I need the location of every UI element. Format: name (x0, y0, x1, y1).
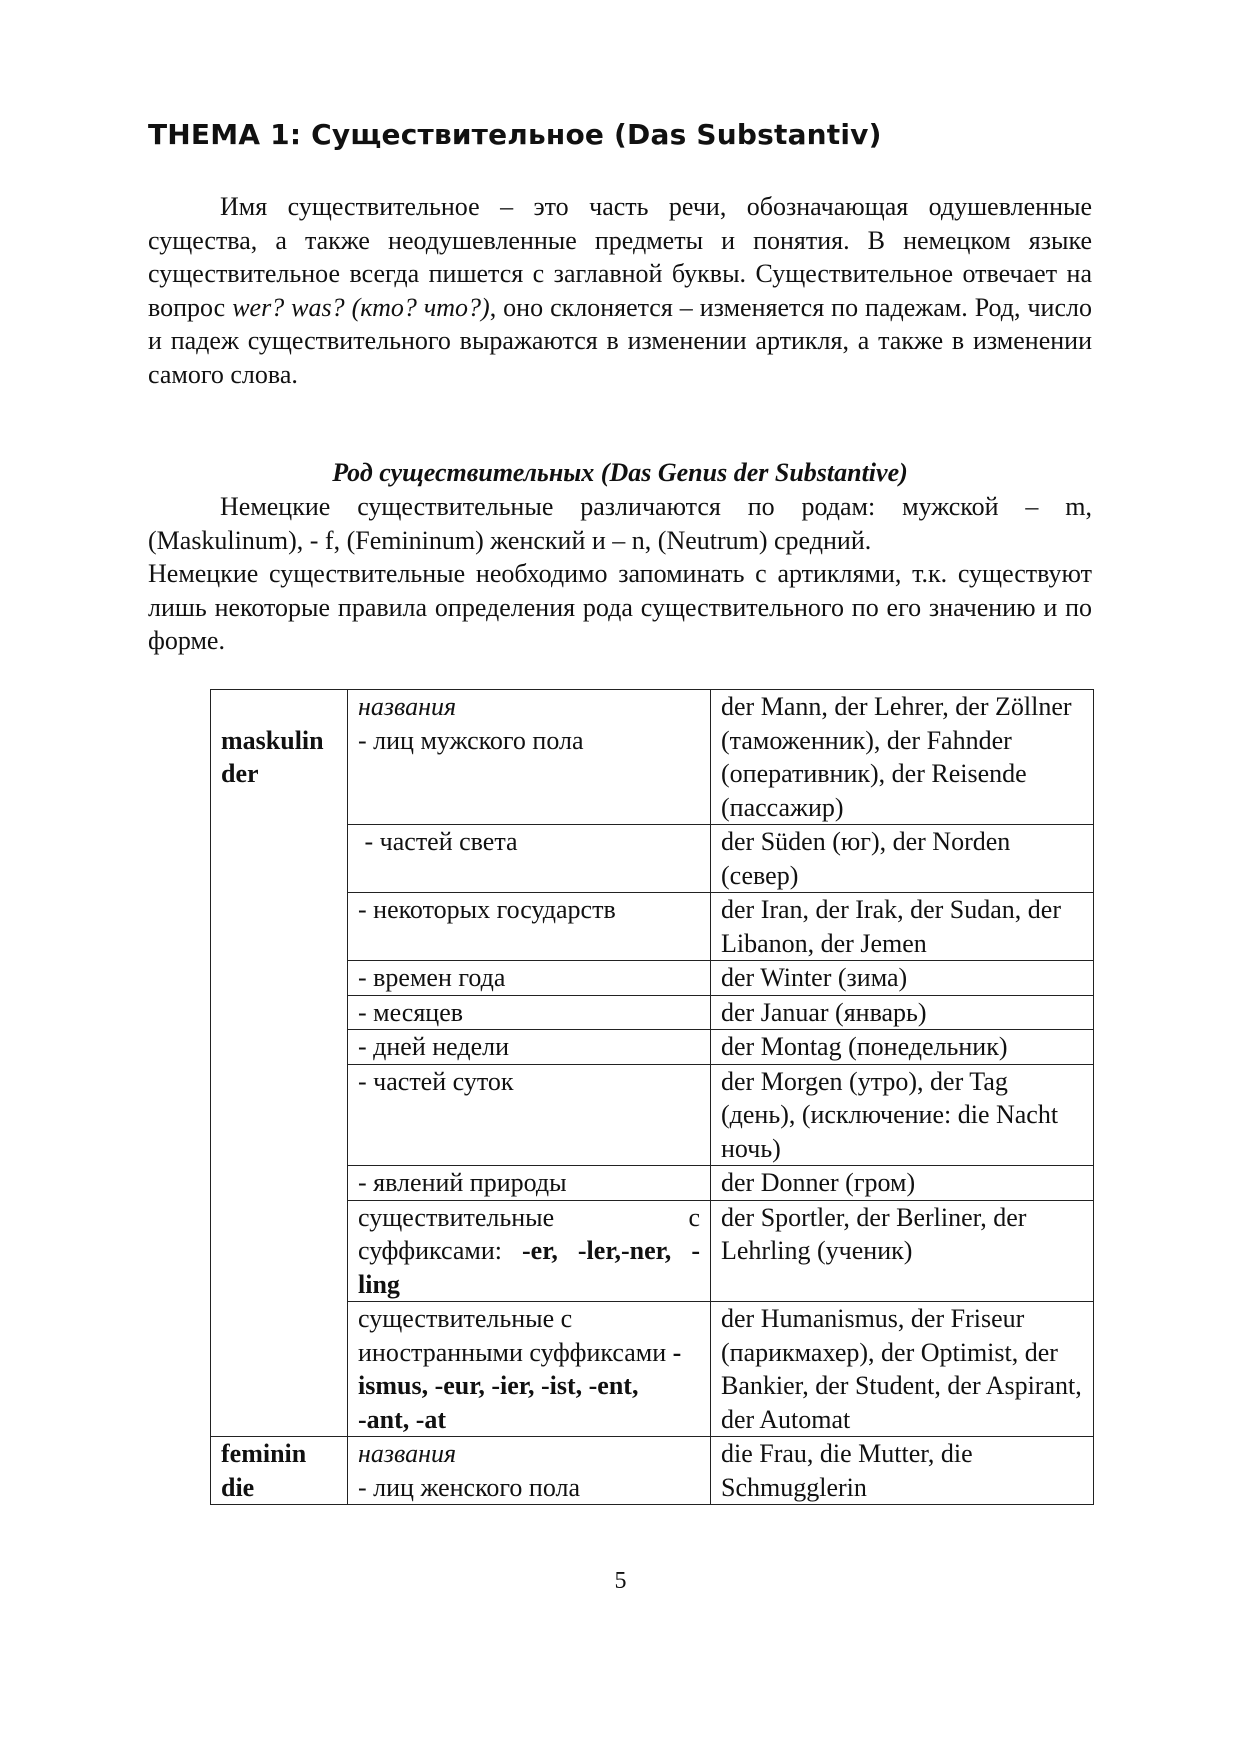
masculine-label: maskulin (221, 725, 324, 755)
gender-table (210, 689, 1094, 1505)
feminine-label: feminin (221, 1439, 307, 1468)
example-cell: die Frau, die Mutter, die Schmugglerin (711, 1437, 1094, 1505)
category-cell: - месяцев (348, 995, 711, 1030)
example-cell: der Iran, der Irak, der Sudan, der Libanon, der Jemen (711, 893, 1094, 961)
section-heading: Род существительных (Das Genus der Substantive) (332, 458, 908, 487)
suffix-list: -ismus, -eur, -ier, -ist, -ent, (358, 1337, 682, 1400)
category-heading: названия (358, 1439, 457, 1468)
example-cell: der Donner (гром) (711, 1166, 1094, 1201)
intro-text-2: , оно склоняется – изменяется по падежам. Род, число и падеж существительного выражаются в изменении артикля, а также в изменении самого слова. (148, 292, 1092, 389)
category-heading: названия (358, 692, 457, 721)
example-cell: der Sportler, der Berliner, der Lehrling (ученик) (711, 1200, 1094, 1302)
example-cell: der Mann, der Lehrer, der Zöllner (таможенник), der Fahnder (оперативник), der Reisende (пассажир) (711, 690, 1094, 825)
category-cell: - времен года (348, 961, 711, 996)
feminine-article: die (221, 1472, 255, 1502)
example-cell: der Morgen (утро), der Tag (день), (исключение: die Nacht ночь) (711, 1064, 1094, 1166)
intro-text-1: Имя существительное – это часть речи, обозначающая одушевленные существа, а также неодушевленные предметы и понятия. В немецком языке существительное всегда пишется с заглавной буквы. Существительное отвечает на вопрос (148, 192, 1092, 322)
masculine-label-cell (211, 690, 348, 1437)
memorize-paragraph: Немецкие существительные необходимо запоминать с артиклями, т.к. существуют лишь некоторые правила определения рода существительного по его значению и по форме. (148, 559, 1092, 655)
category-text: - лиц женского пола (358, 1472, 580, 1502)
category-cell (348, 1302, 711, 1437)
example-cell: der Humanismus, der Friseur (парикмахер), der Optimist, der Bankier, der Student, der Aspirant, der Automat (711, 1302, 1094, 1437)
suffix-list-continued: -ant, -at (358, 1404, 447, 1434)
example-cell: der Süden (юг), der Norden (север) (711, 825, 1094, 893)
category-text: существительные с суффиксами: (358, 1202, 700, 1265)
example-cell: der Montag (понедельник) (711, 1030, 1094, 1065)
masculine-article: der (221, 759, 259, 788)
example-cell: der Winter (зима) (711, 961, 1094, 996)
intro-paragraph (148, 190, 1092, 391)
category-cell (348, 690, 711, 825)
category-cell: - частей света (348, 825, 711, 893)
table-row (211, 1437, 1094, 1505)
table-row (211, 690, 1094, 825)
category-text: существительные с иностранными суффиксами (358, 1304, 673, 1367)
category-cell: - явлений природы (348, 1166, 711, 1201)
feminine-label-cell (211, 1437, 348, 1505)
category-text: - лиц мужского пола (358, 725, 584, 755)
suffix-list: -er, -ler,-ner, -ling (358, 1236, 700, 1299)
genders-paragraph: Немецкие существительные различаются по родам: мужской – m, (Maskulinum), - f, (Femininum) женский и – n, (Neutrum) средний. (148, 492, 1092, 555)
category-cell (348, 1437, 711, 1505)
example-cell: der Januar (январь) (711, 995, 1094, 1030)
page-title: THEMA 1: Существительное (Das Substantiv) (148, 118, 882, 151)
intro-question-words: wer? was? (кто? что?) (232, 292, 490, 322)
page-number: 5 (614, 1568, 627, 1594)
category-cell: - некоторых государств (348, 893, 711, 961)
category-cell: - частей суток (348, 1064, 711, 1166)
category-cell: - дней недели (348, 1030, 711, 1065)
category-cell (348, 1200, 711, 1302)
